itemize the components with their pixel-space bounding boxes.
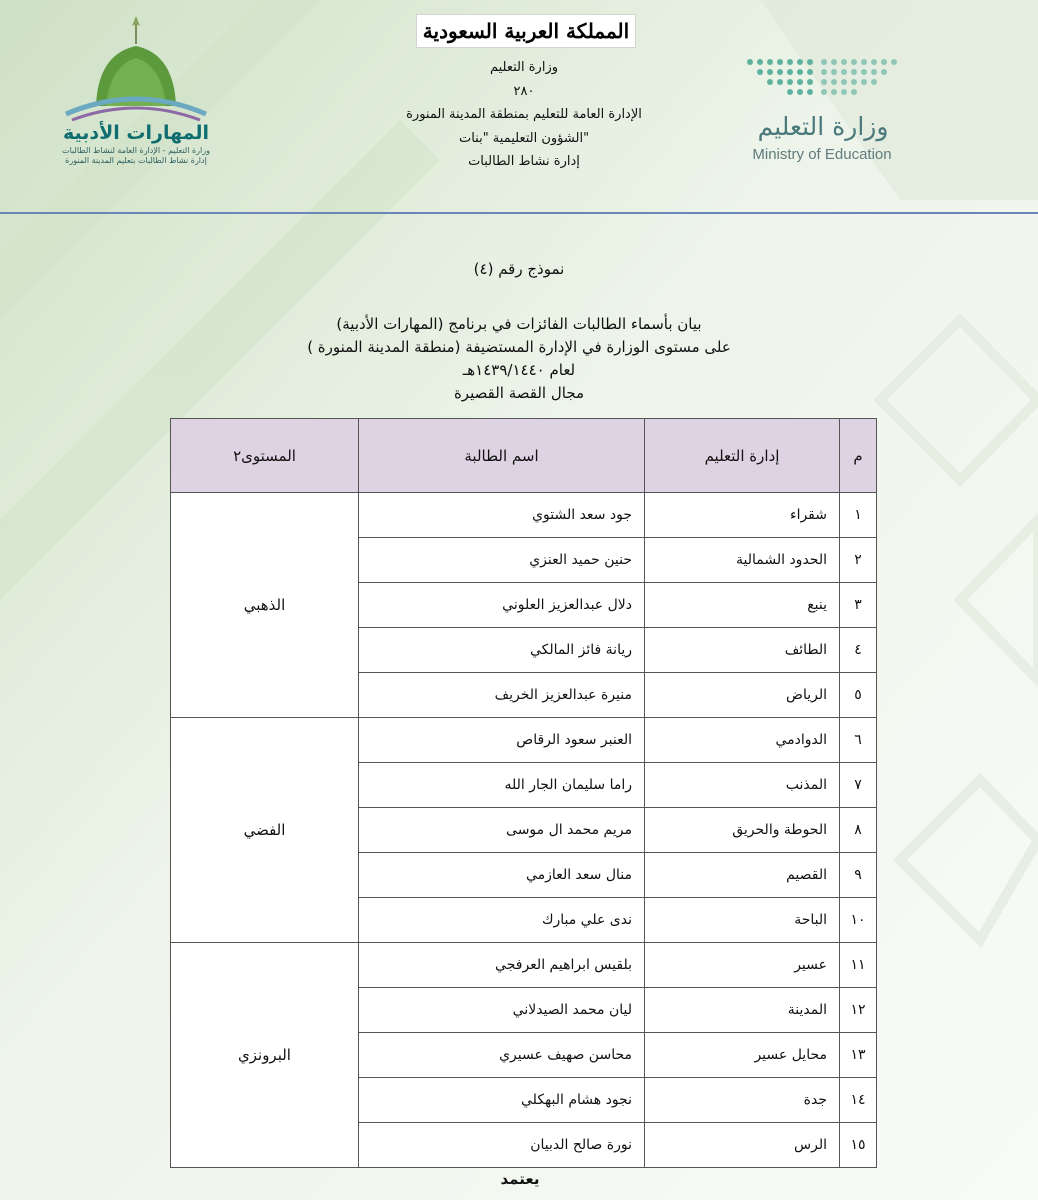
literary-skills-subtitle-2: إدارة نشاط الطالبات بتعليم المدينة المنورة [65,156,207,165]
code-line: ٢٨٠ [513,83,535,99]
row-no: ١٢ [840,988,877,1033]
table-header-row [171,419,877,493]
winners-table [170,418,877,1168]
row-no: ٧ [840,763,877,808]
row-name: ريانة فائز المالكي [359,628,645,673]
row-no: ٤ [840,628,877,673]
row-no: ٩ [840,853,877,898]
kingdom-title: المملكة العربية السعودية [416,14,636,48]
table-row [171,718,877,763]
form-number: نموذج رقم (٤) [473,260,565,278]
row-no: ٥ [840,673,877,718]
table-row [171,493,877,538]
row-admin: المذنب [645,763,840,808]
row-admin: القصيم [645,853,840,898]
header-level: المستوى٢ [171,419,359,493]
row-name: حنين حميد العنزي [359,538,645,583]
row-no: ١١ [840,943,877,988]
row-no: ١٠ [840,898,877,943]
level-cell-silver: الفضي [171,718,359,943]
row-name: العنبر سعود الرقاص [359,718,645,763]
row-name: بلقيس ابراهيم العرفجي [359,943,645,988]
level-cell-gold: الذهبي [171,493,359,718]
row-admin: الحدود الشمالية [645,538,840,583]
row-admin: جدة [645,1078,840,1123]
row-no: ١٥ [840,1123,877,1168]
description-line-4: مجال القصة القصيرة [453,384,585,402]
literary-skills-title: المهارات الأدبية [62,122,210,144]
ministry-line: وزارة التعليم [489,60,559,75]
header-name: اسم الطالبة [359,419,645,493]
row-name: ليان محمد الصيدلاني [359,988,645,1033]
row-name: ندى علي مبارك [359,898,645,943]
affairs-line: الشؤون التعليمية "بنات" [458,130,590,146]
row-admin: الرس [645,1123,840,1168]
row-no: ١٣ [840,1033,877,1078]
row-no: ٢ [840,538,877,583]
row-admin: المدينة [645,988,840,1033]
row-admin: الدوادمي [645,718,840,763]
row-admin: الحوطة والحريق [645,808,840,853]
row-name: منيرة عبدالعزيز الخريف [359,673,645,718]
ministry-logo-english: Ministry of Education [752,146,892,163]
row-no: ٣ [840,583,877,628]
row-no: ١ [840,493,877,538]
row-name: راما سليمان الجار الله [359,763,645,808]
row-name: نورة صالح الدبيان [359,1123,645,1168]
description-line-2: على مستوى الوزارة في الإدارة المستضيفة (منطقة المدينة المنورة ) [307,338,731,356]
description-line-1: بيان بأسماء الطالبات الفائزات في برنامج (المهارات الأدبية) [336,315,702,333]
header-no: م [840,419,877,493]
row-name: جود سعد الشتوي [359,493,645,538]
general-admin-line: الإدارة العامة للتعليم بمنطقة المدينة المنورة [406,107,642,122]
row-no: ٨ [840,808,877,853]
row-admin: شقراء [645,493,840,538]
row-name: محاسن صهيف عسيري [359,1033,645,1078]
level-cell-bronze: البرونزي [171,943,359,1168]
description-line-3: لعام ١٤٣٩/١٤٤٠هـ [462,361,576,379]
literary-skills-subtitle [60,146,212,166]
approval-text: يعتمد [500,1170,540,1188]
row-admin: الباحة [645,898,840,943]
header-admin: إدارة التعليم [645,419,840,493]
row-name: مريم محمد ال موسى [359,808,645,853]
literary-skills-subtitle-1: وزارة التعليم - الإدارة العامة لنشاط الطالبات [62,146,210,155]
header-divider [0,212,1038,214]
activity-line: إدارة نشاط الطالبات [468,154,580,169]
table-row [171,943,877,988]
row-no: ١٤ [840,1078,877,1123]
form-description [259,313,779,405]
ministry-logo-arabic: وزارة التعليم [757,112,889,141]
row-name: منال سعد العازمي [359,853,645,898]
row-admin: الطائف [645,628,840,673]
row-admin: محايل عسير [645,1033,840,1078]
row-no: ٦ [840,718,877,763]
row-admin: الرياض [645,673,840,718]
row-admin: عسير [645,943,840,988]
header-text [380,56,668,174]
row-admin: ينبع [645,583,840,628]
row-name: نجود هشام البهكلي [359,1078,645,1123]
row-name: دلال عبدالعزيز العلوني [359,583,645,628]
